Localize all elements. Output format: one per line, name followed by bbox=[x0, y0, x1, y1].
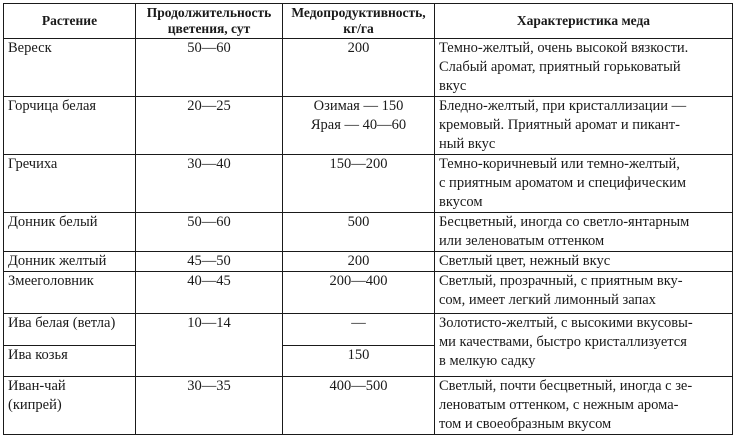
plant-cell: Вереск bbox=[4, 39, 136, 97]
honey-plants-table bbox=[3, 3, 733, 435]
table-row bbox=[4, 155, 733, 213]
productivity-cell: 200—400 bbox=[283, 272, 435, 314]
productivity-cell: 150—200 bbox=[283, 155, 435, 213]
table-row bbox=[4, 377, 733, 435]
header-characteristic: Характеристика меда bbox=[435, 4, 733, 39]
duration-cell: 45—50 bbox=[136, 252, 283, 272]
characteristic-cell: Темно-коричневый или темно-желтый, с приятным ароматом и специфическим вкусом bbox=[435, 155, 733, 213]
plant-cell: Ива белая (ветла) bbox=[4, 314, 136, 346]
characteristic-cell: Золотисто-желтый, с высокими вкусовы- ми качествами, быстро кристаллизуется в мелкую садку bbox=[435, 314, 733, 377]
plant-cell: Гречиха bbox=[4, 155, 136, 213]
characteristic-cell: Темно-желтый, очень высокой вязкости. Слабый аромат, приятный горьковатый вкус bbox=[435, 39, 733, 97]
productivity-cell: Озимая — 150 Ярая — 40—60 bbox=[283, 97, 435, 155]
plant-cell: Иван-чай (кипрей) bbox=[4, 377, 136, 435]
plant-cell: Донник белый bbox=[4, 213, 136, 252]
duration-cell: 30—35 bbox=[136, 377, 283, 435]
header-row bbox=[4, 4, 733, 39]
characteristic-cell: Бледно-желтый, при кристаллизации — кремовый. Приятный аромат и пикант- ный вкус bbox=[435, 97, 733, 155]
productivity-cell: 200 bbox=[283, 39, 435, 97]
productivity-cell: 400—500 bbox=[283, 377, 435, 435]
productivity-cell: 200 bbox=[283, 252, 435, 272]
duration-cell: 30—40 bbox=[136, 155, 283, 213]
productivity-cell: 150 bbox=[283, 346, 435, 377]
plant-cell: Змееголовник bbox=[4, 272, 136, 314]
duration-cell: 10—14 bbox=[136, 314, 283, 377]
table-row bbox=[4, 213, 733, 252]
header-productivity: Медопродуктивность, кг/га bbox=[283, 4, 435, 39]
characteristic-cell: Светлый, прозрачный, с приятным вку- сом, имеет легкий лимонный запах bbox=[435, 272, 733, 314]
characteristic-cell: Светлый цвет, нежный вкус bbox=[435, 252, 733, 272]
plant-cell: Ива козья bbox=[4, 346, 136, 377]
duration-cell: 40—45 bbox=[136, 272, 283, 314]
table-row bbox=[4, 314, 733, 346]
table-row bbox=[4, 97, 733, 155]
plant-cell: Горчица белая bbox=[4, 97, 136, 155]
table-row bbox=[4, 252, 733, 272]
productivity-cell: — bbox=[283, 314, 435, 346]
duration-cell: 20—25 bbox=[136, 97, 283, 155]
table-row bbox=[4, 272, 733, 314]
duration-cell: 50—60 bbox=[136, 39, 283, 97]
productivity-cell: 500 bbox=[283, 213, 435, 252]
header-plant: Растение bbox=[4, 4, 136, 39]
plant-cell: Донник желтый bbox=[4, 252, 136, 272]
table-row bbox=[4, 39, 733, 97]
characteristic-cell: Светлый, почти бесцветный, иногда с зе- леноватым оттенком, с нежным арома- том и своеобразным вкусом bbox=[435, 377, 733, 435]
header-duration: Продолжительность цветения, сут bbox=[136, 4, 283, 39]
characteristic-cell: Бесцветный, иногда со светло-янтарным или зеленоватым оттенком bbox=[435, 213, 733, 252]
duration-cell: 50—60 bbox=[136, 213, 283, 252]
